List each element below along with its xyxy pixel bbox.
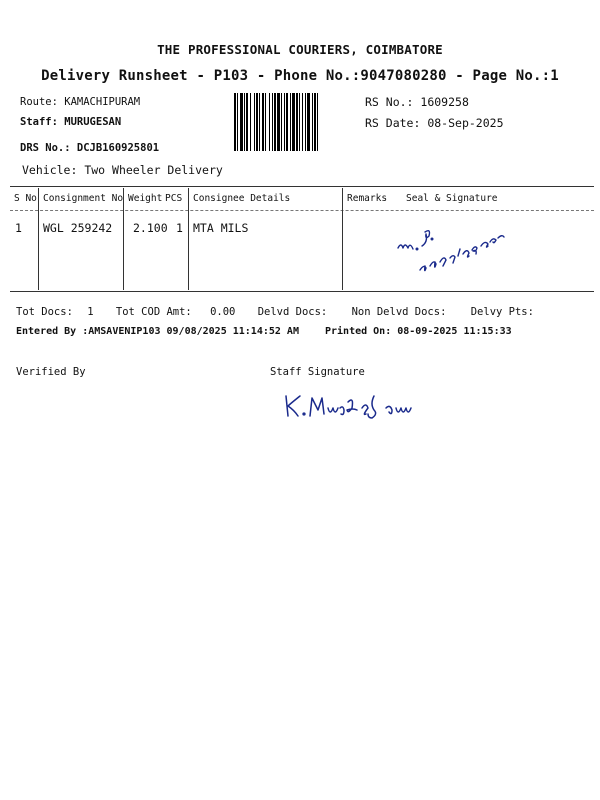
drs-value: DCJB160925801 (76, 142, 160, 154)
th-consignee: Consignee Details (193, 193, 291, 204)
route-label: Route: (20, 96, 58, 108)
cell-consignee: MTA MILS (193, 221, 249, 235)
staff-signature-label: Staff Signature (270, 366, 365, 378)
vehicle-line (22, 163, 223, 177)
col-divider-3 (188, 188, 189, 290)
col-divider-4 (342, 188, 343, 290)
th-sno: S No (14, 193, 37, 204)
staff-value: MURUGESAN (64, 116, 122, 128)
table-top-rule (10, 186, 594, 187)
barcode-graphic (232, 93, 362, 151)
col-divider-1 (38, 188, 39, 290)
th-remarks: Remarks (347, 193, 388, 204)
non-delvd-docs-label: Non Delvd Docs: (351, 306, 447, 318)
tot-docs-label: Tot Docs: (16, 306, 73, 318)
th-weight: Weight (128, 193, 163, 204)
table-bottom-rule (10, 291, 594, 292)
entered-by: Entered By :AMSAVENIP103 09/08/2025 11:14:52 AM (16, 326, 299, 337)
th-pcs: PCS (165, 193, 183, 204)
rs-date-line (365, 116, 504, 130)
th-seal: Seal & Signature (406, 193, 498, 204)
cell-pcs: 1 (176, 221, 183, 235)
cell-consignment: WGL 259242 (43, 221, 113, 235)
rs-no-label: RS No.: (365, 95, 414, 109)
rs-date-label: RS Date: (365, 116, 421, 130)
delvy-pts-label: Delvy Pts: (470, 306, 534, 318)
drs-label: DRS No.: (20, 142, 71, 154)
receiver-signature (392, 210, 512, 280)
staff-label: Staff: (20, 116, 58, 128)
route-line (20, 96, 140, 108)
totals-line (16, 306, 534, 318)
route-value: KAMACHIPURAM (64, 96, 141, 108)
document-subtitle: Delivery Runsheet - P103 - Phone No.:9047080280 - Page No.:1 (41, 68, 559, 84)
cell-weight: 2.100 (133, 221, 168, 235)
tot-cod-value: 0.00 (210, 306, 236, 318)
delvd-docs-label: Delvd Docs: (257, 306, 328, 318)
vehicle-label: Vehicle: (22, 163, 78, 177)
verified-by-label: Verified By (16, 366, 86, 378)
vehicle-value: Two Wheeler Delivery (84, 163, 223, 177)
drs-line (20, 142, 159, 154)
staff-line (20, 116, 121, 128)
document-title: THE PROFESSIONAL COURIERS, COIMBATORE (157, 42, 443, 57)
staff-signature (282, 388, 432, 428)
entered-line (16, 326, 512, 337)
tot-docs-value: 1 (87, 306, 94, 318)
rs-no-value: 1609258 (420, 95, 469, 109)
th-consignment: Consignment No (43, 193, 124, 204)
printed-on: Printed On: 08-09-2025 11:15:33 (325, 326, 512, 337)
rs-date-value: 08-Sep-2025 (427, 116, 504, 130)
barcode (232, 93, 362, 151)
col-divider-2 (123, 188, 124, 290)
rs-no-line (365, 95, 469, 109)
cell-sno: 1 (15, 221, 22, 235)
tot-cod-label: Tot COD Amt: (115, 306, 192, 318)
